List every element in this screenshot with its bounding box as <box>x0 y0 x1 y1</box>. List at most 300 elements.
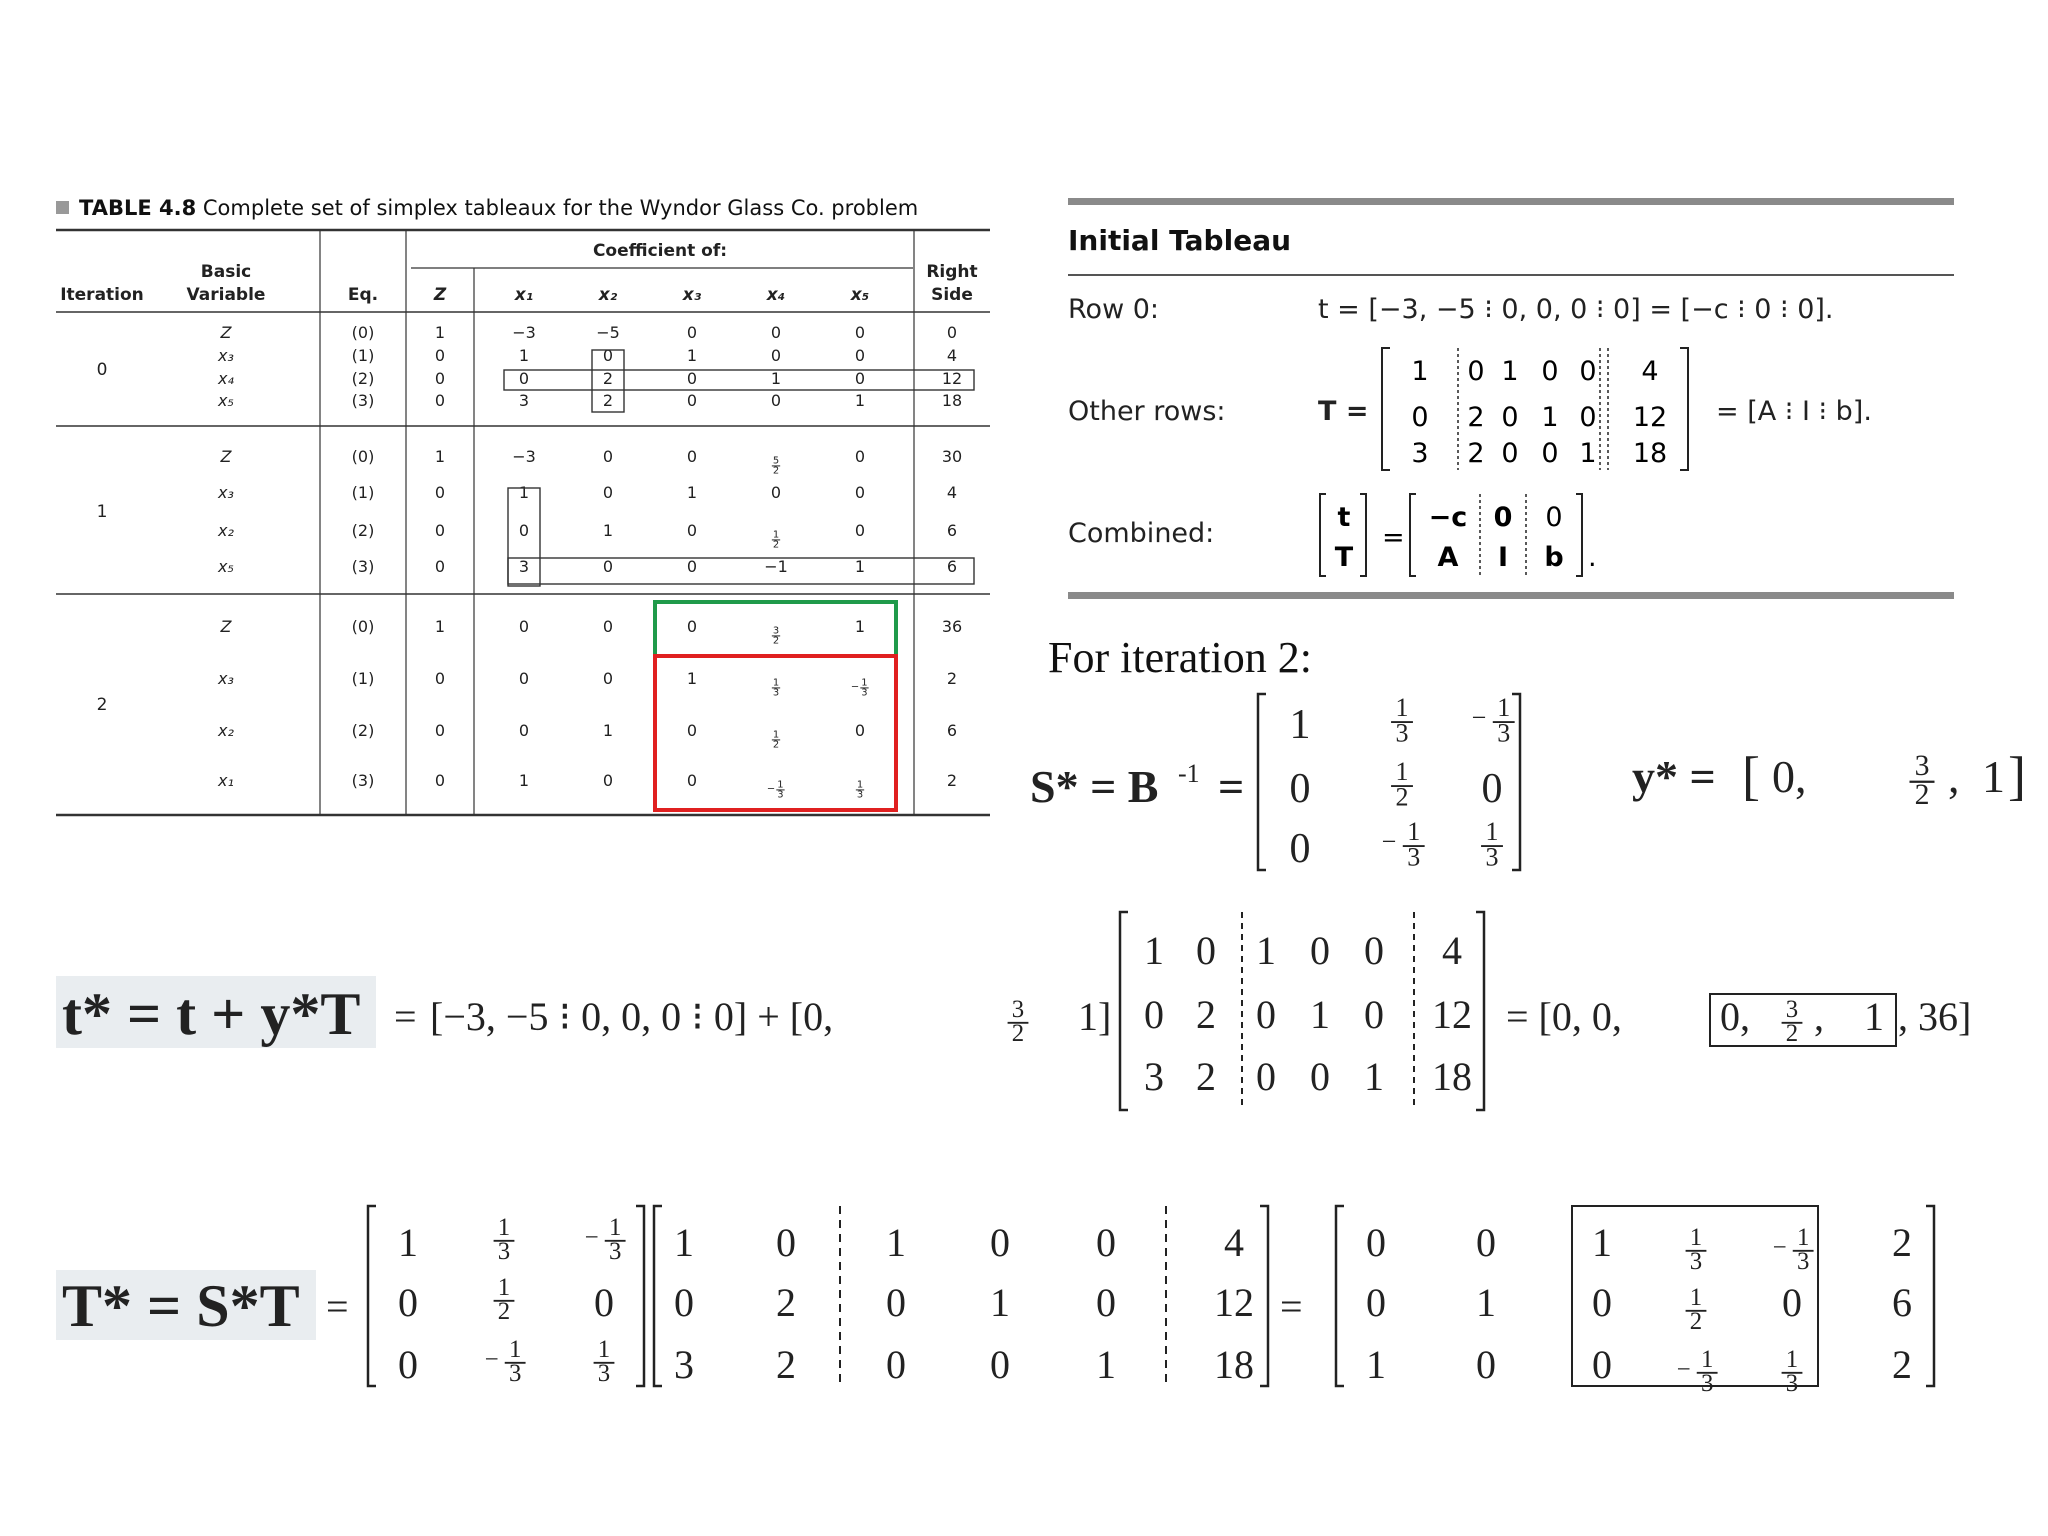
t-T-0-5: 4 <box>1442 928 1462 973</box>
y-value-0: 0, <box>1772 751 1807 802</box>
T-R-box-2-1-num: 1 <box>1700 1346 1714 1374</box>
cell-2-0-4 <box>772 626 780 647</box>
cell-2-3-4 <box>767 780 785 801</box>
basic-var-1-2: x₂ <box>218 521 234 540</box>
cell-1-0-2: 0 <box>602 447 614 466</box>
S-0-2-num: 1 <box>1497 693 1511 723</box>
t-T-0-1: 0 <box>1196 928 1216 973</box>
eq-0-2: (2) <box>351 369 375 388</box>
cell-2-1-3: 1 <box>686 669 698 688</box>
S-1-1-num: 1 <box>1395 757 1409 787</box>
cell-1-2-4-num: 1 <box>772 529 780 541</box>
basic-var-1-0: Z <box>220 447 232 466</box>
cell-2-0-5: 1 <box>854 617 866 636</box>
T-R-box-2-0: 0 <box>1592 1342 1612 1387</box>
T-R-right-0: 2 <box>1892 1220 1912 1265</box>
t-result-2: 1 <box>1864 994 1884 1039</box>
t-y-mid-num: 3 <box>1011 996 1025 1024</box>
y-value-1 <box>1910 749 1935 811</box>
T-T-1-3: 1 <box>990 1280 1010 1325</box>
cell-2-0-2: 0 <box>602 617 614 636</box>
cell-2-2-1: 0 <box>518 721 530 740</box>
header-x5: x₅ <box>850 285 870 305</box>
t-T-2-5: 18 <box>1432 1054 1472 1099</box>
S-2-1 <box>1382 817 1425 871</box>
cell-2-1-6: 2 <box>946 669 958 688</box>
T-star-eq: = <box>326 1284 349 1329</box>
S-2-2 <box>1481 817 1503 871</box>
basic-var-0-0: Z <box>220 323 232 342</box>
T-S-1-1 <box>494 1274 515 1325</box>
S-formula <box>1030 690 1530 880</box>
T-T-1-2: 0 <box>886 1280 906 1325</box>
T-T-0-4: 0 <box>1096 1220 1116 1265</box>
cell-1-0-3: 0 <box>686 447 698 466</box>
cell-2-0-1: 0 <box>518 617 530 636</box>
cell-2-1-0: 0 <box>434 669 446 688</box>
S-0-0: 1 <box>1289 702 1311 748</box>
eq-0-0: (0) <box>351 323 375 342</box>
t-result-comma: , <box>1814 994 1824 1039</box>
cell-1-1-3: 1 <box>686 483 698 502</box>
basic-var-2-2: x₂ <box>218 721 234 740</box>
cell-2-3-5 <box>856 780 864 801</box>
T-S-2-0: 0 <box>398 1342 418 1387</box>
T-S-2-1 <box>485 1336 526 1387</box>
cell-1-2-6: 6 <box>946 521 958 540</box>
comb-zero: 0 <box>1545 502 1563 533</box>
y-value-2: 1 <box>1982 751 2005 802</box>
t-T-2-2: 0 <box>1256 1054 1276 1099</box>
bottom-rule <box>1068 592 1954 599</box>
eq-0-3: (3) <box>351 391 375 410</box>
cell-2-2-5: 0 <box>854 721 866 740</box>
T-star-lhs: T* = S*T <box>62 1273 300 1339</box>
t-T-2-3: 0 <box>1310 1054 1330 1099</box>
comb-I: I <box>1497 542 1509 573</box>
T-T-0-1: 0 <box>776 1220 796 1265</box>
T-R-box-0-2-num: 1 <box>1796 1224 1810 1252</box>
T-T-2-4: 1 <box>1096 1342 1116 1387</box>
T-R-box-1-0: 0 <box>1592 1280 1612 1325</box>
caption-text: Complete set of simplex tableaux for the Wyndor Glass Co. problem <box>202 196 919 220</box>
combined-matrix <box>1318 490 1638 580</box>
header-right: Right <box>926 262 978 282</box>
cell-2-2-4-num: 1 <box>772 729 780 741</box>
cell-2-2-4 <box>772 730 780 751</box>
S-2-1-sign: − <box>1381 827 1397 857</box>
S-2-0: 0 <box>1289 826 1311 872</box>
cell-1-0-1: −3 <box>512 447 536 466</box>
cell-2-1-1: 0 <box>518 669 530 688</box>
top-rule <box>1068 198 1954 205</box>
cell-1-2-1: 0 <box>518 521 530 540</box>
T-T-0-3: 0 <box>990 1220 1010 1265</box>
T-R-box-0-2-sign: − <box>1772 1233 1787 1261</box>
t-T-1-0: 0 <box>1144 992 1164 1037</box>
cell-1-0-5: 0 <box>854 447 866 466</box>
cell-1-1-5: 0 <box>854 483 866 502</box>
t-result-frac-den: 2 <box>1785 1020 1799 1048</box>
t-y-fraction <box>1008 996 1029 1047</box>
T-T-2-3: 0 <box>990 1342 1010 1387</box>
cell-0-2-6: 12 <box>941 369 963 388</box>
init-T-2-0: 3 <box>1411 438 1429 469</box>
t-y-end: 1] <box>1078 994 1112 1039</box>
cell-0-1-6: 4 <box>946 346 958 365</box>
cell-2-1-4 <box>772 678 780 699</box>
cell-2-1-5-sign: − <box>850 681 860 693</box>
t-T-2-0: 3 <box>1144 1054 1164 1099</box>
init-T-2-2: 0 <box>1501 438 1519 469</box>
t-T-1-2: 0 <box>1256 992 1276 1037</box>
T-S-0-1-num: 1 <box>497 1214 511 1242</box>
cell-0-0-5: 0 <box>854 323 866 342</box>
header-x1: x₁ <box>514 285 534 305</box>
S-0-2-den: 3 <box>1497 718 1511 748</box>
cell-1-3-3: 0 <box>686 557 698 576</box>
S-eq: = <box>1218 761 1245 812</box>
combined-label: Combined: <box>1068 518 1215 549</box>
cell-1-0-0: 1 <box>434 447 446 466</box>
init-T-1-5: 12 <box>1632 402 1668 433</box>
cell-2-0-3: 0 <box>686 617 698 636</box>
t-star-eq: = <box>394 994 417 1039</box>
init-T-2-5: 18 <box>1632 438 1668 469</box>
T-T-1-0: 0 <box>674 1280 694 1325</box>
init-T-1-3: 1 <box>1541 402 1559 433</box>
T-R-left-1-1: 1 <box>1476 1280 1496 1325</box>
T-R-box-2-1 <box>1677 1346 1718 1397</box>
t-result-fraction <box>1782 996 1803 1047</box>
T-S-2-1-num: 1 <box>508 1336 522 1364</box>
T-R-box-0-2 <box>1773 1224 1814 1275</box>
cell-0-2-3: 0 <box>686 369 698 388</box>
t-vector: [−3, −5 ⁝ 0, 0, 0 ⁝ 0] + [0, <box>430 994 834 1039</box>
header-x3: x₃ <box>682 285 702 305</box>
T-R-box-2-1-sign: − <box>1676 1355 1691 1383</box>
cell-0-0-0: 1 <box>434 323 446 342</box>
T-suffix: = [A ⁝ I ⁝ b]. <box>1716 396 1872 427</box>
T-S-matrix-cells <box>398 1214 626 1387</box>
cell-2-2-2: 1 <box>602 721 614 740</box>
t-result-pre: = [0, 0, <box>1506 994 1622 1039</box>
y-frac-num: 3 <box>1914 749 1930 783</box>
cell-2-1-5 <box>851 678 869 699</box>
comb-A: A <box>1437 542 1459 573</box>
basic-var-2-1: x₃ <box>218 669 234 688</box>
cell-2-2-6: 6 <box>946 721 958 740</box>
y-frac-den: 2 <box>1914 777 1930 811</box>
init-T-1-1: 2 <box>1467 402 1485 433</box>
initial-tableau-title: Initial Tableau <box>1068 224 1292 257</box>
t-T-0-0: 1 <box>1144 928 1164 973</box>
cell-2-0-6: 36 <box>941 617 963 636</box>
t-T-1-1: 2 <box>1196 992 1216 1037</box>
cell-0-0-1: −3 <box>512 323 536 342</box>
S-0-1-den: 3 <box>1395 718 1409 748</box>
cell-0-0-3: 0 <box>686 323 698 342</box>
basic-var-2-0: Z <box>220 617 232 636</box>
header-x4: x₄ <box>766 285 786 305</box>
cell-0-3-1: 3 <box>518 391 530 410</box>
init-T-0-5: 4 <box>1641 356 1659 387</box>
t-T-1-5: 12 <box>1432 992 1472 1037</box>
S-0-1-num: 1 <box>1395 693 1409 723</box>
eq-1-3: (3) <box>351 557 375 576</box>
y-open-bracket: [ <box>1742 746 1760 806</box>
iteration-0: 0 <box>96 360 108 380</box>
eq-1-1: (1) <box>351 483 375 502</box>
header-eq: Eq. <box>347 285 379 305</box>
T-S-0-0: 1 <box>398 1220 418 1265</box>
T-S-2-1-sign: − <box>484 1345 499 1373</box>
cell-2-1-5-den: 3 <box>861 687 868 699</box>
comb-eq: = <box>1382 522 1405 553</box>
T-S-0-2-den: 3 <box>608 1238 622 1266</box>
T-star-eq2: = <box>1280 1284 1303 1329</box>
T-S-2-2-num: 1 <box>597 1336 611 1364</box>
T-T-2-0: 3 <box>674 1342 694 1387</box>
init-T-1-4: 0 <box>1579 402 1597 433</box>
cell-2-1-5-num: 1 <box>861 677 868 689</box>
S-1-1 <box>1391 757 1413 811</box>
cell-2-3-3: 0 <box>686 771 698 790</box>
T-R-box-0-0: 1 <box>1592 1220 1612 1265</box>
cell-1-1-6: 4 <box>946 483 958 502</box>
cell-1-0-6: 30 <box>941 447 963 466</box>
cell-2-3-5-den: 3 <box>856 789 864 801</box>
T-S-0-2-sign: − <box>584 1223 599 1251</box>
T-S-0-2-num: 1 <box>608 1214 622 1242</box>
eq-1-2: (2) <box>351 521 375 540</box>
cell-0-1-4: 0 <box>770 346 782 365</box>
S-1-1-den: 2 <box>1395 782 1409 812</box>
cell-0-3-2: 2 <box>602 391 614 410</box>
t-T-1-3: 1 <box>1310 992 1330 1037</box>
comb-period: . <box>1588 542 1597 573</box>
cell-2-3-0: 0 <box>434 771 446 790</box>
cell-0-1-3: 1 <box>686 346 698 365</box>
cell-1-1-2: 0 <box>602 483 614 502</box>
cell-2-0-4-den: 2 <box>772 635 780 647</box>
T-R-box-0-1 <box>1686 1224 1707 1275</box>
cell-1-0-4-num: 5 <box>772 455 780 467</box>
init-T-0-2: 1 <box>1501 356 1519 387</box>
cell-0-2-2: 2 <box>602 369 614 388</box>
T-R-right-1: 6 <box>1892 1280 1912 1325</box>
T-S-2-1-den: 3 <box>508 1360 522 1388</box>
T-R-box-1-1 <box>1686 1284 1707 1335</box>
t-star-formula <box>56 900 2036 1130</box>
S-sup: -1 <box>1178 759 1200 788</box>
t-T-0-4: 0 <box>1364 928 1384 973</box>
basic-var-1-3: x₅ <box>218 557 234 576</box>
init-T-2-1: 2 <box>1467 438 1485 469</box>
cell-0-3-3: 0 <box>686 391 698 410</box>
cell-1-2-0: 0 <box>434 521 446 540</box>
pivot-boxes <box>504 350 974 586</box>
S-2-1-num: 1 <box>1407 817 1421 847</box>
cell-0-1-5: 0 <box>854 346 866 365</box>
S-2-1-den: 3 <box>1407 842 1421 872</box>
other-rows-label: Other rows: <box>1068 396 1226 427</box>
cell-2-3-4-sign: − <box>766 783 776 795</box>
cell-0-0-6: 0 <box>946 323 958 342</box>
cell-0-3-6: 18 <box>941 391 963 410</box>
initial-T-matrix <box>1380 344 1710 474</box>
cell-1-3-4: −1 <box>764 557 788 576</box>
eq-0-1: (1) <box>351 346 375 365</box>
simplex-table <box>56 228 990 818</box>
T-S-0-2 <box>585 1214 626 1265</box>
cell-0-2-0: 0 <box>434 369 446 388</box>
basic-var-0-2: x₄ <box>218 369 234 388</box>
cell-1-1-4: 0 <box>770 483 782 502</box>
init-T-0-3: 0 <box>1541 356 1559 387</box>
T-R-box-1-1-num: 1 <box>1689 1284 1703 1312</box>
T-R-left-0-1: 0 <box>1476 1220 1496 1265</box>
S-0-1 <box>1391 693 1413 747</box>
cell-1-2-4-den: 2 <box>772 539 780 551</box>
y-close-bracket: ] <box>2008 746 2026 806</box>
comb-t: t <box>1337 502 1351 533</box>
cell-1-3-1: 3 <box>518 557 530 576</box>
caption-label: TABLE 4.8 <box>79 196 197 220</box>
header-x2: x₂ <box>598 285 618 305</box>
t-T-2-1: 2 <box>1196 1054 1216 1099</box>
cell-1-3-6: 6 <box>946 557 958 576</box>
cell-2-2-4-den: 2 <box>772 739 780 751</box>
basic-var-0-3: x₅ <box>218 391 234 410</box>
cell-1-3-0: 0 <box>434 557 446 576</box>
T-R-right-2: 2 <box>1892 1342 1912 1387</box>
S-0-2 <box>1472 693 1515 747</box>
cell-1-2-3: 0 <box>686 521 698 540</box>
S-matrix-cells <box>1290 693 1515 872</box>
t-T-1-4: 0 <box>1364 992 1384 1037</box>
T-S-1-0: 0 <box>398 1280 418 1325</box>
table-body <box>97 323 963 800</box>
cell-0-1-2: 0 <box>602 346 614 365</box>
T-S-1-1-den: 2 <box>497 1298 511 1326</box>
S-label: S* = B <box>1030 761 1159 812</box>
cell-0-1-0: 0 <box>434 346 446 365</box>
row0-formula: t = [−3, −5 ⁝ 0, 0, 0 ⁝ 0] = [−c ⁝ 0 ⁝ 0]. <box>1318 294 1834 325</box>
cell-0-3-0: 0 <box>434 391 446 410</box>
eq-1-0: (0) <box>351 447 375 466</box>
cell-0-1-1: 1 <box>518 346 530 365</box>
iteration-2: 2 <box>96 695 108 715</box>
cell-0-2-1: 0 <box>518 369 530 388</box>
cell-2-0-4-num: 3 <box>772 625 780 637</box>
cell-0-3-4: 0 <box>770 391 782 410</box>
T-T-2-2: 0 <box>886 1342 906 1387</box>
T-S-1-1-num: 1 <box>497 1274 511 1302</box>
init-T-2-3: 0 <box>1541 438 1559 469</box>
T-T-1-1: 2 <box>776 1280 796 1325</box>
initial-tableau-panel <box>1068 198 1954 598</box>
t-T-2-4: 1 <box>1364 1054 1384 1099</box>
init-T-1-2: 0 <box>1501 402 1519 433</box>
cell-1-3-2: 0 <box>602 557 614 576</box>
header-iteration: Iteration <box>60 285 144 305</box>
comb-neg-c: −c <box>1428 502 1468 533</box>
comb-T: T <box>1334 542 1354 573</box>
caption-square-icon <box>56 201 69 214</box>
cell-1-1-1: 1 <box>518 483 530 502</box>
T-S-0-1 <box>494 1214 515 1265</box>
cell-2-3-4-den: 3 <box>777 789 784 801</box>
y-frac <box>1910 749 1935 811</box>
T-star-formula <box>56 1190 2036 1410</box>
cell-2-2-3: 0 <box>686 721 698 740</box>
S-1-0: 0 <box>1289 766 1311 812</box>
T-T-0-2: 1 <box>886 1220 906 1265</box>
t-T-matrix-cells <box>1144 928 1472 1099</box>
t-y-mid <box>1008 996 1029 1047</box>
basic-var-0-1: x₃ <box>218 346 234 365</box>
cell-2-1-4-den: 3 <box>772 687 780 699</box>
T-R-box-0-1-den: 3 <box>1689 1248 1703 1276</box>
cell-2-2-0: 0 <box>434 721 446 740</box>
t-star-lhs: t* = t + y*T <box>62 981 361 1047</box>
T-T-2-5: 18 <box>1214 1342 1254 1387</box>
y-comma-1: , <box>1948 751 1960 802</box>
eq-2-2: (2) <box>351 721 375 740</box>
eq-2-3: (3) <box>351 771 375 790</box>
iteration-1: 1 <box>96 502 108 522</box>
eq-2-1: (1) <box>351 669 375 688</box>
T-R-box-2-2-den: 3 <box>1785 1370 1799 1398</box>
cell-2-1-2: 0 <box>602 669 614 688</box>
cell-0-2-4: 1 <box>770 369 782 388</box>
t-T-0-3: 0 <box>1310 928 1330 973</box>
init-T-0-0: 1 <box>1411 356 1429 387</box>
cell-2-1-4-num: 1 <box>772 677 780 689</box>
row0-label: Row 0: <box>1068 294 1160 325</box>
S-1-2: 0 <box>1481 766 1503 812</box>
title-rule <box>1068 274 1954 276</box>
y-label: y* = <box>1632 751 1716 802</box>
header-variable: Variable <box>186 285 266 305</box>
T-T-0-5: 4 <box>1224 1220 1244 1265</box>
cell-1-2-4 <box>772 530 780 551</box>
init-T-1-0: 0 <box>1411 402 1429 433</box>
T-R-box-0-1-num: 1 <box>1689 1224 1703 1252</box>
header-z: Z <box>433 285 447 305</box>
cell-2-3-1: 1 <box>518 771 530 790</box>
eq-2-0: (0) <box>351 617 375 636</box>
S-0-2-sign: − <box>1471 703 1487 733</box>
header-basic: Basic <box>200 262 252 282</box>
T-R-box-2-1-den: 3 <box>1700 1370 1714 1398</box>
basic-var-1-1: x₃ <box>218 483 234 502</box>
header-coefficient: Coefficient of: <box>592 241 728 261</box>
T-S-1-2: 0 <box>594 1280 614 1325</box>
T-R-left-1-0: 0 <box>1366 1280 1386 1325</box>
T-symbol: T = <box>1318 396 1369 427</box>
table-caption <box>56 196 918 220</box>
header-side: Side <box>931 285 973 305</box>
T-R-box-1-2: 0 <box>1782 1280 1802 1325</box>
cell-0-0-2: −5 <box>596 323 620 342</box>
t-y-mid-den: 2 <box>1011 1020 1025 1048</box>
cell-2-3-4-num: 1 <box>777 779 784 791</box>
t-result-post: , 36] <box>1898 994 1972 1039</box>
T-R-box-2-2 <box>1782 1346 1803 1397</box>
iteration-heading: For iteration 2: <box>1048 633 1312 682</box>
